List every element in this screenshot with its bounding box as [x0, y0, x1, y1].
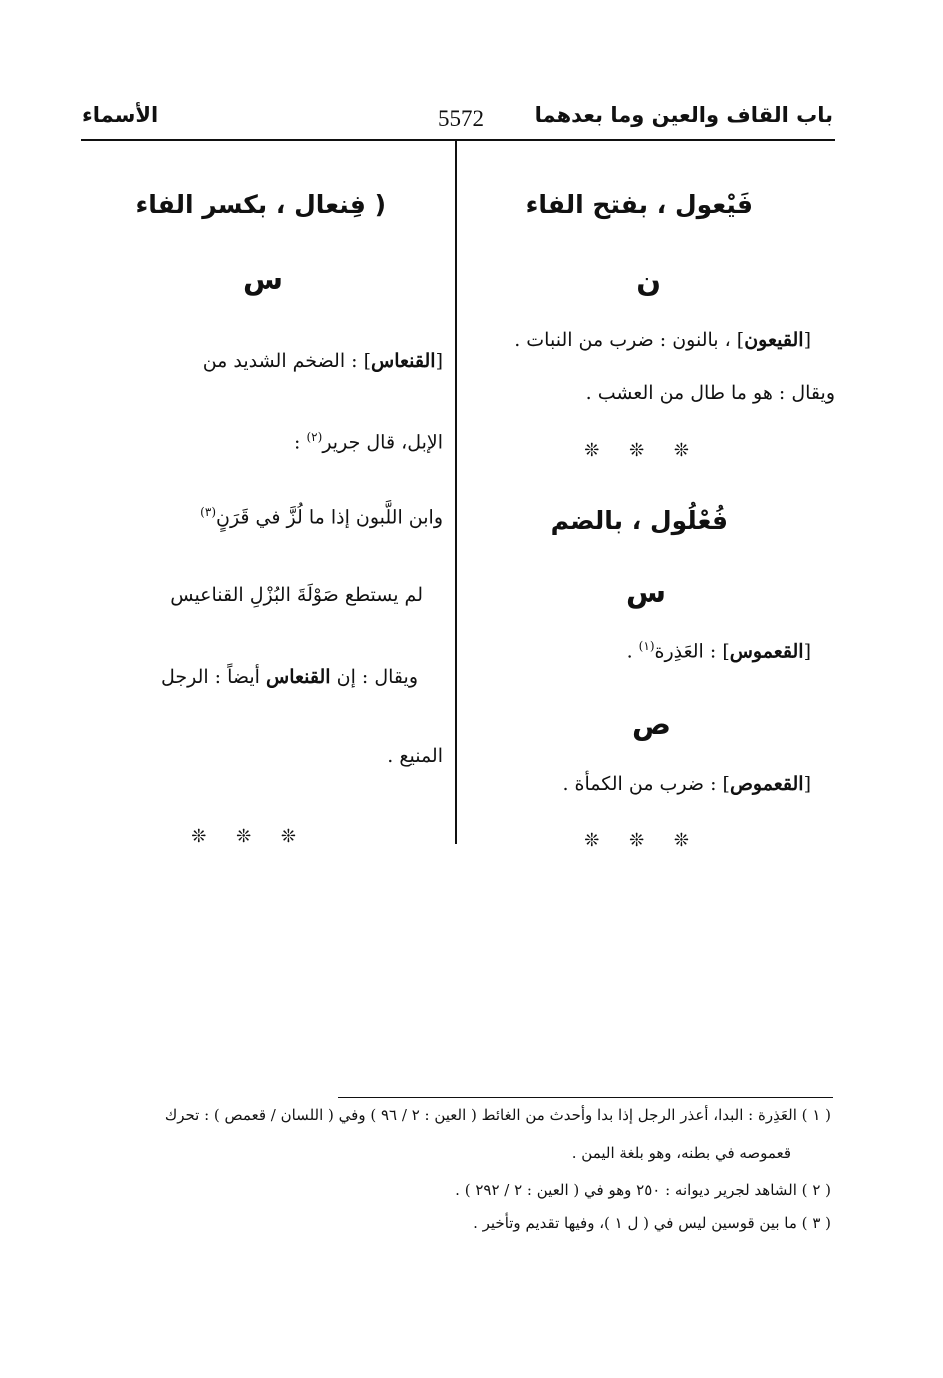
entry-qamus-sad: [القعموص] : ضرب من الكمأة . — [562, 773, 811, 795]
verse-line-2: لم يستطع صَوْلَةَ البُزْلِ القناعيس — [170, 584, 423, 606]
letter-sin: س — [242, 262, 283, 296]
header-rule — [81, 139, 835, 141]
entry-term: القعموص — [729, 773, 804, 795]
entry-term: القنعاس — [266, 666, 331, 688]
section-title: الأسماء — [82, 103, 159, 127]
footnote-rule — [338, 1097, 833, 1098]
footnote-2: ( ٢ ) الشاهد لجرير ديوانه : ٢٥٠ وهو في ( العين : ٢ / ٢٩٢ ) . — [455, 1181, 831, 1199]
entry-end: : — [294, 431, 301, 454]
footnote-3: ( ٣ ) ما بين قوسين ليس في ( ل ١ )، وفيها تقديم وتأخير . — [473, 1214, 831, 1232]
heading-final: ( فِنعال ، بكسر الفاء — [135, 190, 386, 219]
chapter-title: باب القاف والعين وما بعدهما — [534, 103, 833, 127]
entry-text: ويقال : إن — [336, 666, 418, 688]
entry-term: القعموس — [729, 640, 804, 663]
footnote-1: ( ١ ) العَذِرة : البدا، أعذر الرجل إذا بدا وأحدث من الغائط ( العين : ٢ / ٩٦ ) وفي ( اللسان / قعمص ) : تحرك — [164, 1106, 831, 1124]
entry-qinas-line2 — [294, 430, 443, 453]
entry-qinas-2 — [161, 666, 418, 688]
letter-nun: ن — [636, 264, 661, 298]
verse-line-1 — [200, 505, 443, 528]
separator-stars: ❊ ❊ ❊ — [191, 826, 308, 847]
entry-definition: : الضخم الشديد من — [202, 350, 358, 372]
verse-text: وابن اللَّبون إذا ما لُزَّ في قَرَنٍ — [216, 506, 443, 529]
footnote-ref: (١) — [638, 639, 655, 653]
entry-end: . — [626, 640, 633, 663]
entry-qinas-2-line2: المنيع . — [387, 745, 443, 767]
entry-qamus: [القعموس] : العَذِرة$^{(١)}$ . — [626, 639, 811, 663]
heading-fulul: فُعْلُول ، بالضم — [550, 506, 728, 535]
entry-qinas: [القنعاس] : الضخم الشديد من — [202, 350, 443, 372]
heading-fayul: فَيْعول ، بفتح الفاء — [525, 190, 753, 219]
entry-qayun-line2: ويقال : هو ما طال من العشب . — [585, 382, 835, 404]
entry-term: القيعون — [744, 329, 804, 351]
page-number: 5572 — [438, 106, 484, 131]
separator-stars: ❊ ❊ ❊ — [584, 830, 701, 851]
letter-sad: ص — [631, 707, 671, 741]
separator-stars: ❊ ❊ ❊ — [584, 440, 701, 461]
entry-text: الإبل، قال جرير — [322, 431, 443, 454]
entry-definition: : ضرب من الكمأة . — [562, 773, 717, 795]
footnote-1-cont: قعموصه في بطنه، وهو بلغة اليمن . — [571, 1144, 791, 1162]
entry-definition: : العَذِرة — [654, 640, 717, 663]
entry-term: القنعاس — [371, 350, 436, 372]
footnote-ref: (٣) — [200, 505, 216, 519]
entry-definition: ، بالنون : ضرب من النبات . — [514, 329, 731, 351]
column-divider — [455, 141, 457, 844]
entry-qayun: [القيعون] ، بالنون : ضرب من النبات . — [514, 329, 811, 351]
entry-text: أيضاً : الرجل — [160, 666, 260, 688]
letter-sin: س — [625, 575, 666, 609]
footnote-ref: (٢) — [306, 430, 323, 444]
